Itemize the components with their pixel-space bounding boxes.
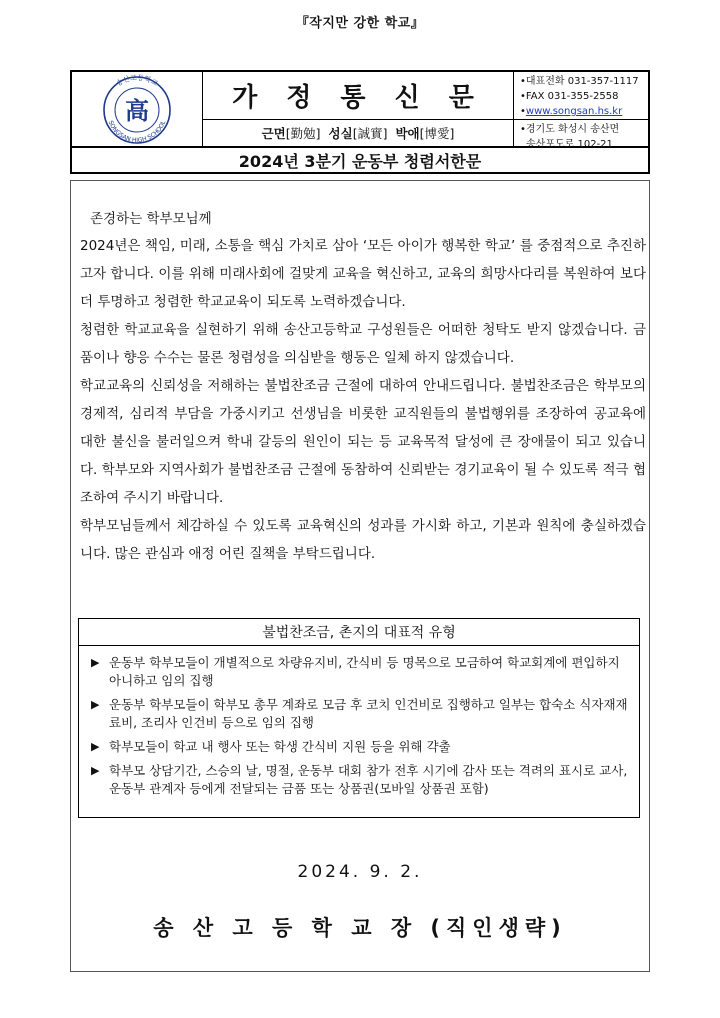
greeting: 존경하는 학부모님께 [90,211,212,227]
logo-top-text: 송산고등학교 [114,74,160,88]
address-line-2: 송산포도로 102-21 [526,139,613,150]
letter-date: 2024. 9. 2. [297,862,423,882]
fax-number: •FAX 031-355-2558 [520,91,619,102]
list-item: ▶ 학부모 상담기간, 스승의 날, 명절, 운동부 대회 참가 전후 시기에 감사 또는 격려의 표시로 교사, 운동부 관계자 등에게 전달되는 금품 또는 상품권(모바일 상품권 포함) [91,763,628,796]
illegal-donation-types-box [78,618,640,818]
arrow-bullet-icon: ▶ [91,698,100,711]
phone-number: •대표전화 031-357-1117 [520,76,639,87]
school-motto: 『작지만 강한 학교』 [295,16,425,31]
address-line-1: •경기도 화성시 송산면 [520,124,620,135]
school-logo [95,74,179,144]
arrow-bullet-icon: ▶ [91,656,100,669]
list-item: ▶ 학부모들이 학교 내 행사 또는 학생 간식비 지원 등을 위해 갹출 [91,739,451,754]
list-item: ▶ 운동부 학부모들이 개별적으로 차량유지비, 간식비 등 명목으로 모금하여 학교회계에 편입하지 아니하고 임의 집행 [91,655,620,688]
arrow-bullet-icon: ▶ [91,740,100,753]
list-item: ▶ 운동부 학부모들이 학부모 총무 계좌로 모금 후 코치 인건비로 집행하고 일부는 합숙소 식자재재료비, 조리사 인건비 등으로 임의 집행 [91,697,628,730]
logo-char: 高 [125,96,149,125]
body-paragraph: 학부모님들께서 체감하실 수 있도록 교육혁신의 성과를 가시화 하고, 기본과 원칙에 충실하겠습니다. 많은 관심과 애정 어린 질책을 부탁드립니다. [80,518,646,562]
newsletter-header [70,70,650,148]
school-logo-cell [72,72,203,146]
value-item: 근면[勤勉] [261,126,321,141]
value-item: 성실[誠實] [328,126,388,141]
title-cell [203,72,514,146]
types-list [79,654,639,798]
value-item: 박애[博愛] [395,126,455,141]
website-link[interactable]: www.songsan.hs.kr [525,106,623,117]
body-paragraph: 2024년은 책임, 미래, 소통을 핵심 가치로 삼아 ‘모든 아이가 행복한 학교’ 를 중점적으로 추진하고자 합니다. 이를 위해 미래사회에 걸맞게 교육을 혁신하고, 교육의 희망사다리를 복원하여 보다 더 투명하고 청렴한 학교교육이 되도록 노력하겠습니다. [80,238,646,310]
logo-bottom-text: SONGSAN HIGH SCHOOL [106,119,168,144]
body-paragraph: 청렴한 학교교육을 실현하기 위해 송산고등학교 구성원들은 어떠한 청탁도 받지 않겠습니다. 금품이나 향응 수수는 물론 청렴성을 의심받을 행동은 일체 하지 않겠습니다. [80,322,646,366]
body-paragraph: 학교교육의 신뢰성을 저해하는 불법찬조금 근절에 대하여 안내드립니다. 불법찬조금은 학부모의 경제적, 심리적 부담을 가중시키고 선생님을 비롯한 교직원들의 불법행위를 조장하여 공교육에 대한 불신을 불러일으켜 학내 갈등의 원인이 되는 등 교육목적 달성에 큰 장애물이 되고 있습니다. 학부모와 지역사회가 불법찬조금 근절에 동참하여 신뢰받는 경기교육이 될 수 있도록 적극 협조하여 주시기 바랍니다. [80,378,646,506]
letter-subject: 2024년 3분기 운동부 청렴서한문 [70,148,650,174]
arrow-bullet-icon: ▶ [91,764,100,777]
types-box-title: 불법찬조금, 촌지의 대표적 유형 [79,619,639,646]
svg-text:송산고등학교 [114,74,159,88]
school-values [203,120,513,146]
newsletter-title: 가 정 통 신 문 [203,72,513,120]
principal-signature: 송 산 고 등 학 교 장 (직인생략) [153,916,567,940]
contact-cell [514,72,648,150]
website-line: •www.songsan.hs.kr [520,106,623,117]
